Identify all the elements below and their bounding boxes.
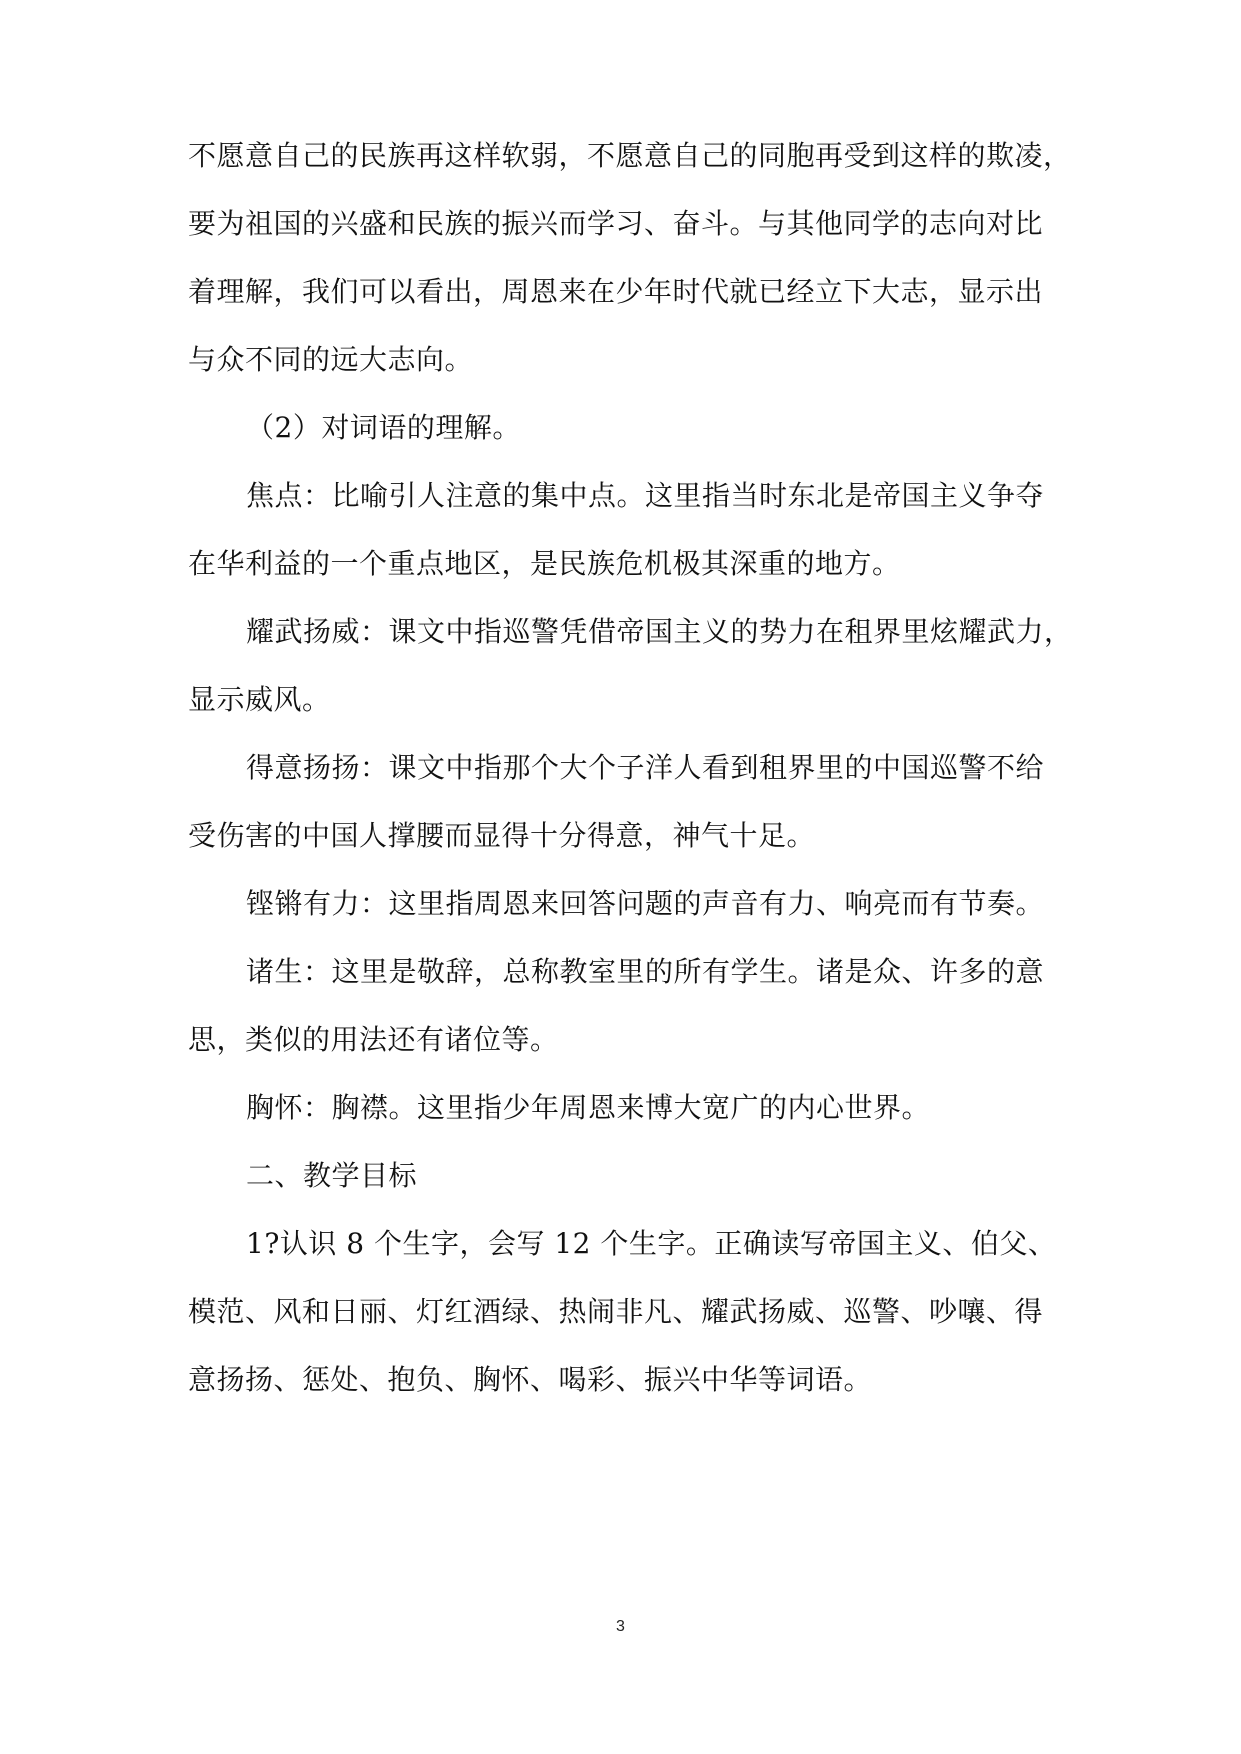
text-line: 模范、风和日丽、灯红酒绿、热闹非凡、耀武扬威、巡警、吵嚷、得 <box>188 1295 1044 1328</box>
text-line: 在华利益的一个重点地区，是民族危机极其深重的地方。 <box>188 547 901 580</box>
section-heading: 二、教学目标 <box>246 1159 418 1192</box>
text-line: 诸生：这里是敬辞，总称教室里的所有学生。诸是众、许多的意 <box>246 955 1045 988</box>
text-line: 要为祖国的兴盛和民族的振兴而学习、奋斗。与其他同学的志向对比 <box>188 207 1044 240</box>
text-line: 与众不同的远大志向。 <box>188 343 474 376</box>
text-line: 1?认识 8 个生字，会写 12 个生字。正确读写帝国主义、伯父、 <box>246 1227 1057 1260</box>
text-line: 思，类似的用法还有诸位等。 <box>188 1023 559 1056</box>
text-line: 意扬扬、惩处、抱负、胸怀、喝彩、振兴中华等词语。 <box>188 1363 873 1396</box>
text-line: 受伤害的中国人撑腰而显得十分得意，神气十足。 <box>188 819 816 852</box>
text-line: 焦点：比喻引人注意的集中点。这里指当时东北是帝国主义争夺 <box>246 479 1045 512</box>
text-line: 耀武扬威：课文中指巡警凭借帝国主义的势力在租界里炫耀武力， <box>246 615 1073 648</box>
text-line: 着理解，我们可以看出，周恩来在少年时代就已经立下大志，显示出 <box>188 275 1044 308</box>
section-heading: （2）对词语的理解。 <box>246 411 521 444</box>
page-number: 3 <box>616 1618 625 1635</box>
text-line: 得意扬扬：课文中指那个大个子洋人看到租界里的中国巡警不给 <box>246 751 1045 784</box>
text-line: 胸怀：胸襟。这里指少年周恩来博大宽广的内心世界。 <box>246 1091 931 1124</box>
text-line: 铿锵有力：这里指周恩来回答问题的声音有力、响亮而有节奏。 <box>246 887 1045 920</box>
text-line: 不愿意自己的民族再这样软弱，不愿意自己的同胞再受到这样的欺凌， <box>188 139 1072 172</box>
text-line: 显示威风。 <box>188 683 331 716</box>
